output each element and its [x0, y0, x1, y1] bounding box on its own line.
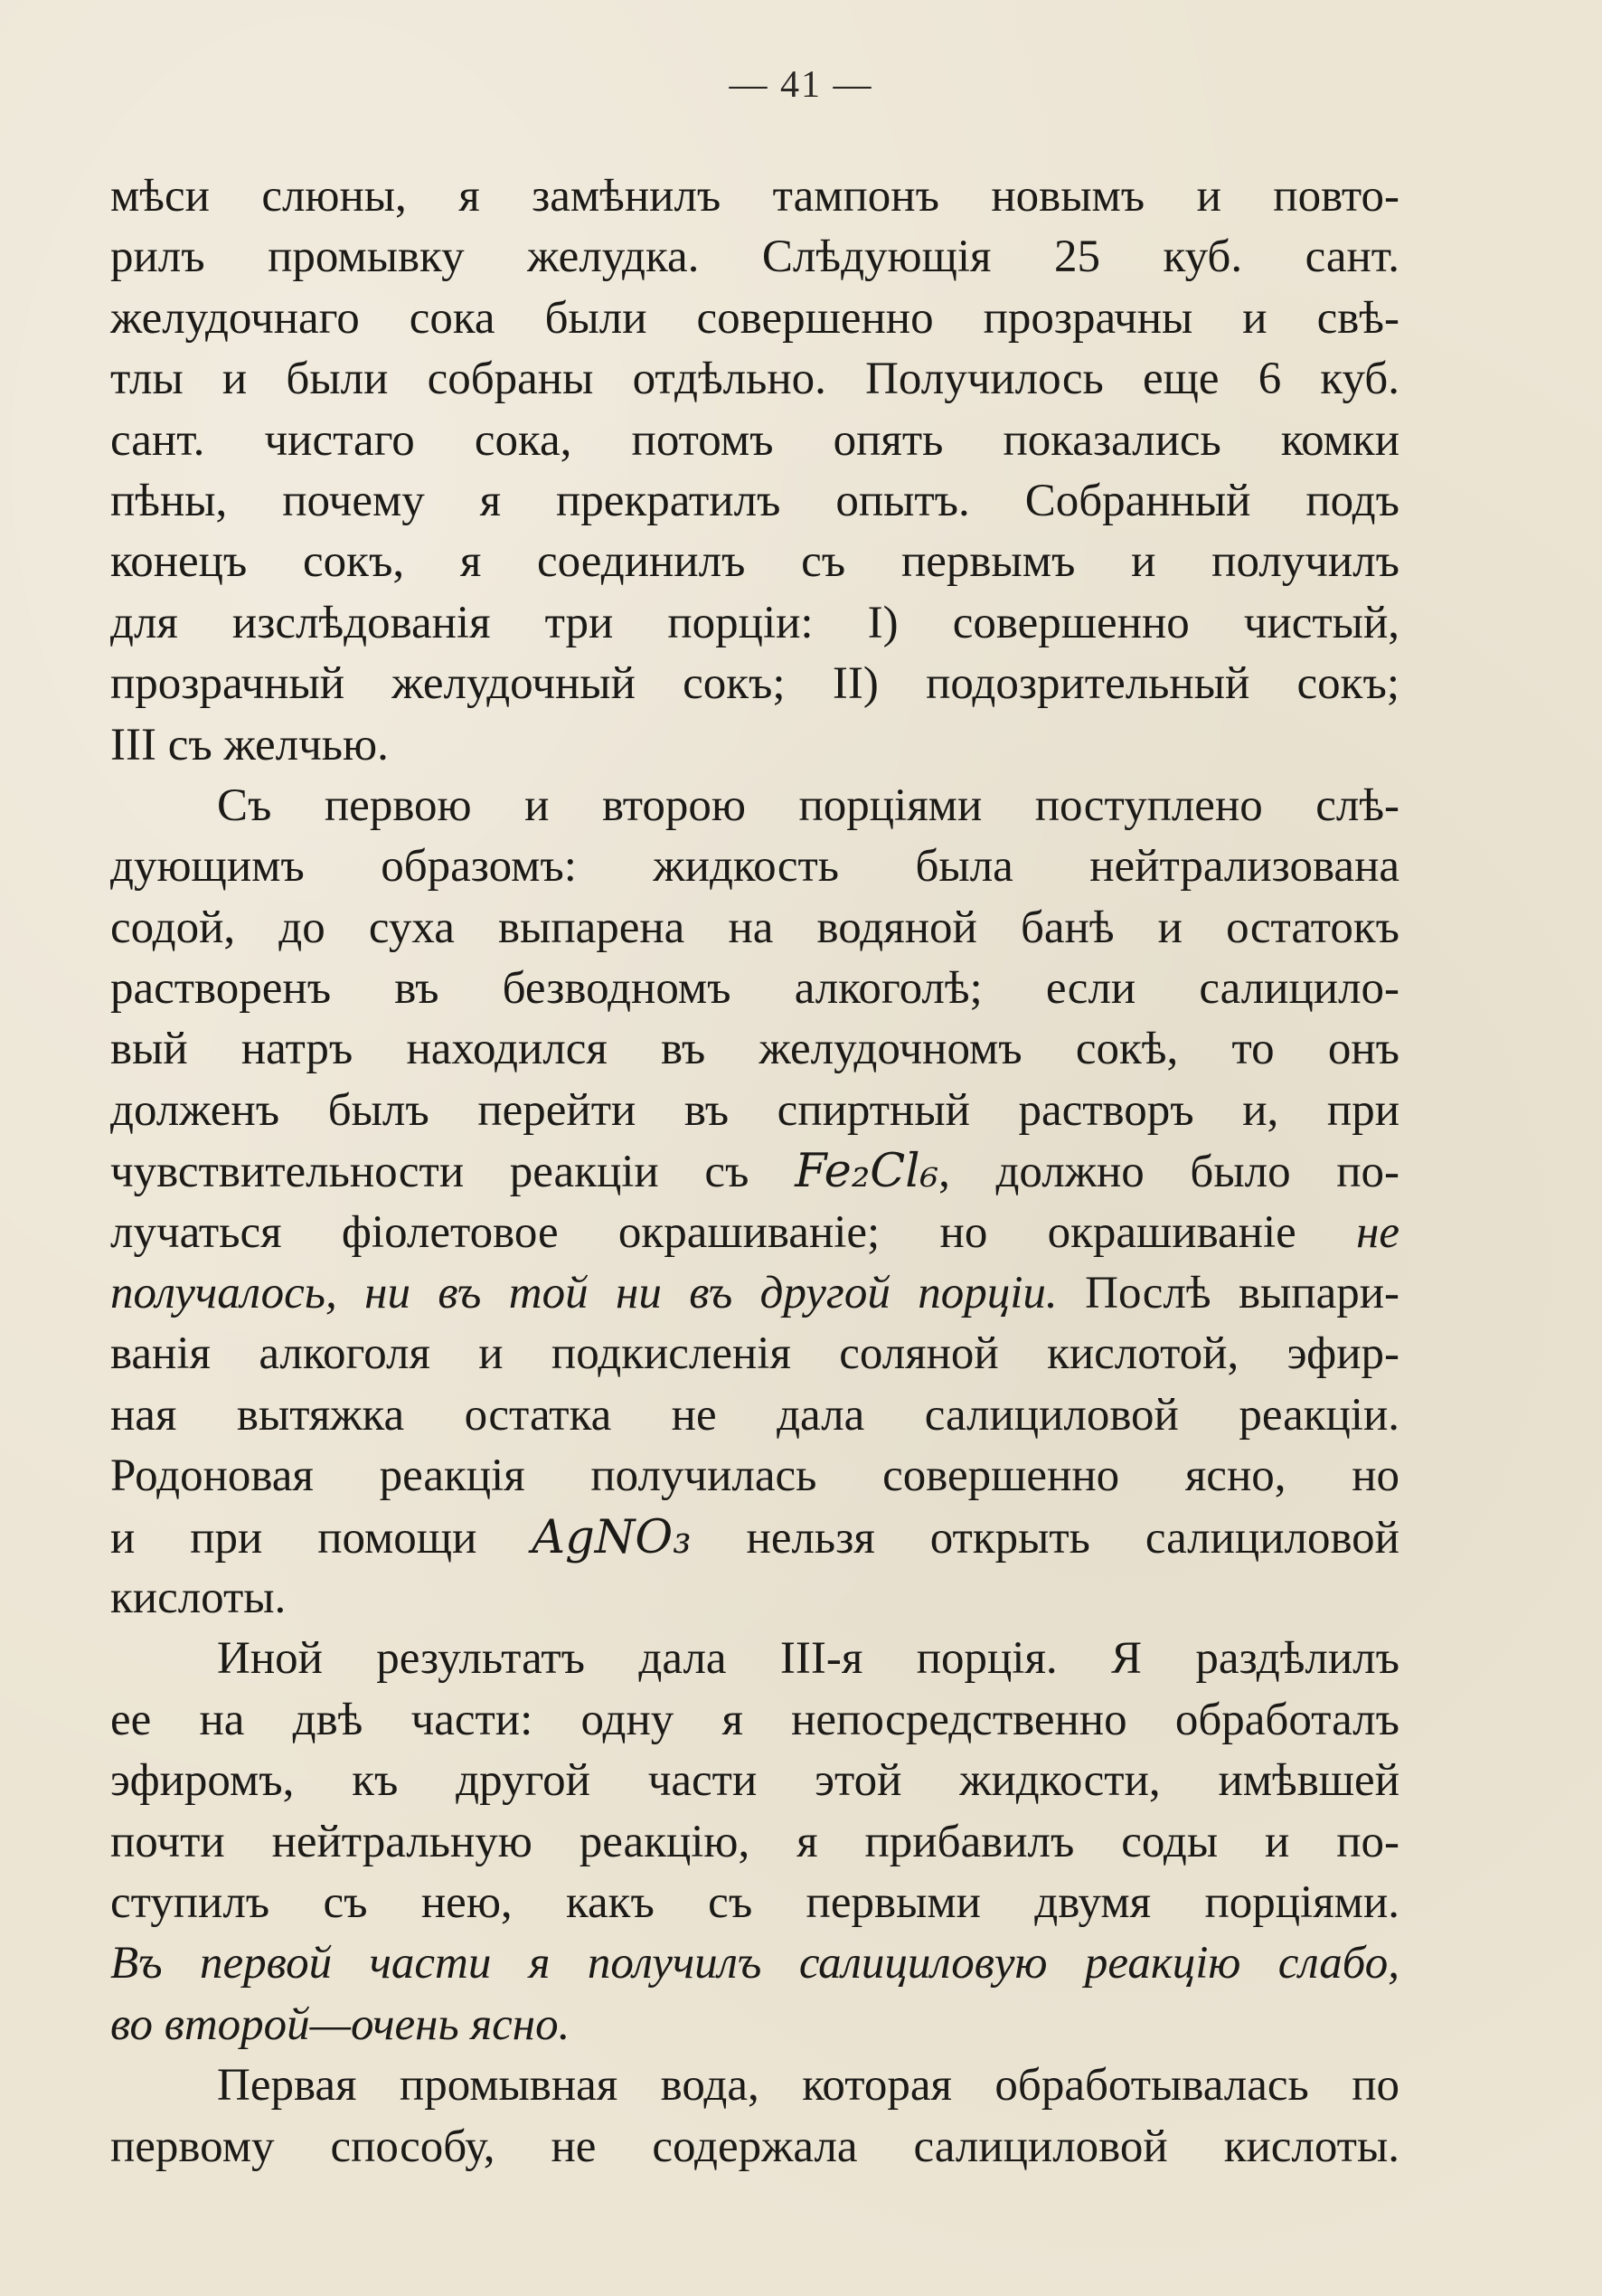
text-line: тлы и были собраны отдѣльно. Получилось еще 6 куб. [110, 354, 1399, 405]
text-line: конецъ сокъ, я соединилъ съ первымъ и получилъ [110, 536, 1399, 588]
chemical-formula: Fe₂Cl₆ [795, 1145, 939, 1199]
text-line [110, 1203, 1399, 1263]
text-line: кислоты. [110, 1572, 287, 1623]
text-span: и при помощи [110, 1512, 532, 1564]
italic-line: Въ первой части я получилъ салициловую реакцію слабо, [110, 1938, 1399, 1989]
text-span: чувствительности реакціи съ [110, 1147, 796, 1198]
paragraph-2 [110, 776, 1399, 1629]
text-line: долженъ былъ перейти въ спиртный растворъ и, при [110, 1084, 1399, 1136]
italic-span: получалось, ни въ той ни въ другой порціи. [110, 1268, 1058, 1319]
text-line [110, 1507, 1399, 1568]
text-line: ванія алкоголя и подкисленія соляной кислотой, эфир- [110, 1328, 1399, 1380]
text-line: сант. чистаго сока, потомъ опять показались комки [110, 414, 1399, 466]
text-line: Родоновая реакція получилась совершенно ясно, но [110, 1450, 1399, 1502]
text-span: , должно было по- [938, 1147, 1399, 1198]
italic-span: не [1356, 1206, 1399, 1258]
italic-line: во второй—очень ясно. [110, 1998, 570, 2050]
text-line: прозрачный желудочный сокъ; II) подозрительный сокъ; [110, 658, 1399, 710]
text-line: рилъ промывку желудка. Слѣдующія 25 куб. сант. [110, 231, 1399, 283]
text-line: Съ первою и второю порціями поступлено слѣ- [217, 780, 1399, 831]
paragraph-3 [110, 1629, 1399, 2055]
text-line: желудочнаго сока были совершенно прозрачны и свѣ- [110, 292, 1399, 344]
text-line: пѣны, почему я прекратилъ опытъ. Собранный подъ [110, 475, 1399, 526]
body-text [110, 166, 1399, 2178]
chemical-formula: AgNO₃ [532, 1510, 692, 1564]
text-span: Послѣ выпари- [1057, 1268, 1399, 1319]
text-line: ступилъ съ нею, какъ съ первыми двумя порціями. [110, 1876, 1399, 1928]
paragraph-1 [110, 166, 1399, 776]
text-line: ная вытяжка остатка не дала салициловой реакціи. [110, 1389, 1399, 1441]
text-line: содой, до суха выпарена на водяной банѣ и остатокъ [110, 902, 1399, 953]
page-number: — 41 — [729, 64, 873, 106]
text-line [110, 1141, 1399, 1202]
text-line: почти нейтральную реакцію, я прибавилъ соды и по- [110, 1816, 1399, 1867]
text-span: нельзя открыть салициловой [691, 1512, 1399, 1564]
text-line: первому способу, не содержала салициловой кислоты. [110, 2121, 1399, 2172]
text-line: ее на двѣ части: одну я непосредственно обработалъ [110, 1694, 1399, 1745]
text-line: III съ желчью. [110, 719, 389, 770]
text-line: эфиромъ, къ другой части этой жидкости, имѣвшей [110, 1755, 1399, 1807]
text-span: лучаться фіолетовое окрашиваніе; но окрашиваніе [110, 1206, 1357, 1258]
text-line: Иной результатъ дала III-я порція. Я раздѣлилъ [217, 1633, 1399, 1685]
text-line: Первая промывная вода, которая обработывалась по [217, 2060, 1399, 2112]
text-line: вый натръ находился въ желудочномъ сокѣ, то онъ [110, 1024, 1399, 1075]
text-line: мѣси слюны, я замѣнилъ тампонъ новымъ и повто- [110, 171, 1399, 222]
text-line: растворенъ въ безводномъ алкоголѣ; если салицило- [110, 963, 1399, 1015]
text-line [110, 1263, 1399, 1324]
paragraph-4 [110, 2055, 1399, 2178]
text-line: дующимъ образомъ: жидкость была нейтрализована [110, 841, 1399, 893]
text-line: для изслѣдованія три порціи: I) совершенно чистый, [110, 597, 1399, 648]
